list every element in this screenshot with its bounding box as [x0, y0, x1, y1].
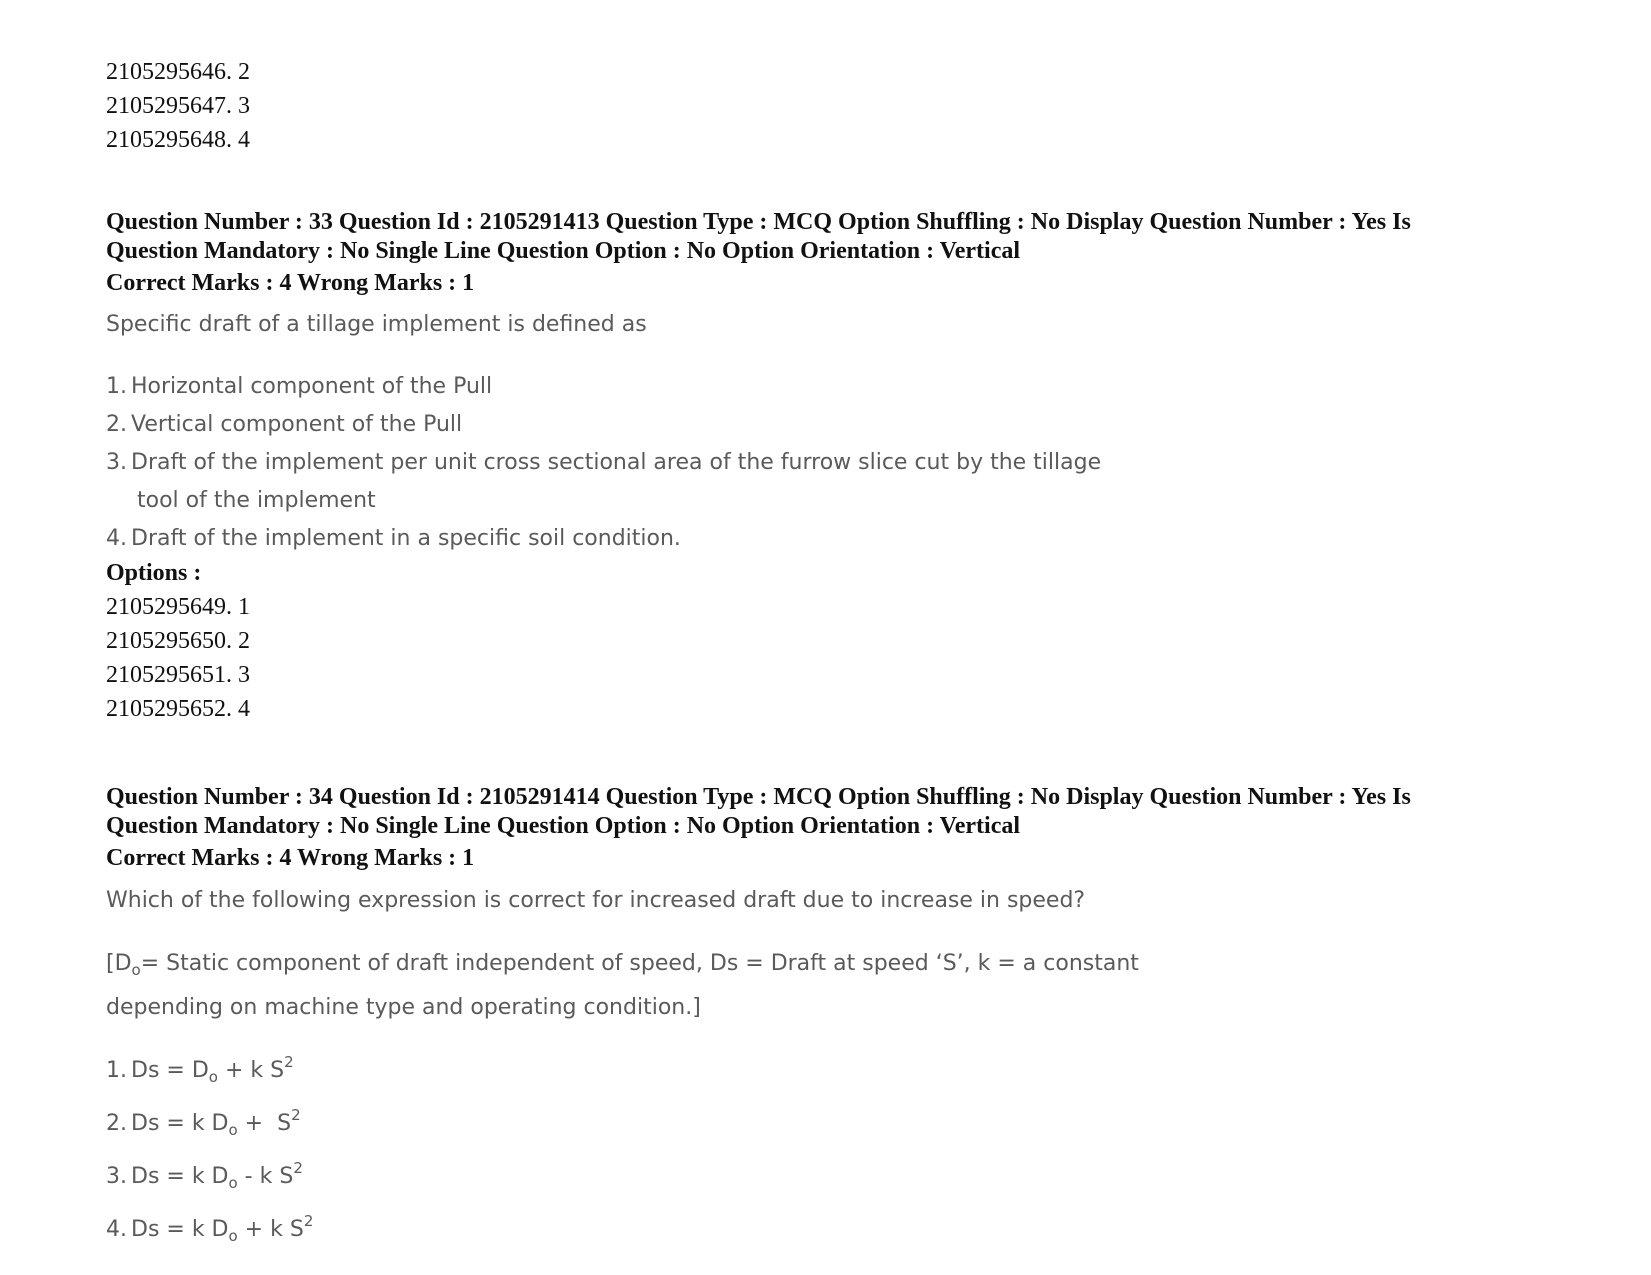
option-id: 2105295652.: [106, 696, 232, 722]
question-meta-line-2: Question Mandatory : No Single Line Question Option : No Option Orientation : Vertical: [106, 813, 1021, 839]
question-meta-line-1: Question Number : 33 Question Id : 2105291413 Question Type : MCQ Option Shuffling : No Display Question Number : Yes Is: [106, 209, 1411, 235]
option-id: 2105295651.: [106, 662, 232, 688]
choice-number: 3.: [106, 1164, 127, 1189]
superscript: 2: [293, 1159, 303, 1177]
superscript: 2: [303, 1212, 314, 1230]
choice-number: 1.: [106, 374, 127, 399]
choice-item: [106, 1149, 1556, 1202]
choice-number: 4.: [106, 526, 127, 551]
formula-part: - k S: [237, 1164, 294, 1189]
option-id: 2105295648.: [106, 127, 232, 153]
option-value: 2: [238, 59, 250, 85]
subscript: o: [131, 961, 141, 979]
subscript: o: [208, 1068, 218, 1086]
choice-number: 3.: [106, 450, 127, 475]
choice-continuation: tool of the implement: [137, 488, 376, 513]
question-34: [106, 783, 1556, 873]
note-bracket: [D: [106, 951, 132, 976]
formula-part: + S: [237, 1111, 292, 1136]
question-meta-line-2: Question Mandatory : No Single Line Question Option : No Option Orientation : Vertical: [106, 238, 1021, 264]
option-value: 4: [238, 127, 250, 153]
choice-text: Draft of the implement per unit cross sectional area of the furrow slice cut by the tillage: [131, 450, 1102, 475]
choice-item: [106, 1096, 1556, 1149]
note-line-1: [106, 945, 1556, 989]
choice-number: 1.: [106, 1058, 127, 1083]
choice-item: [106, 1202, 1556, 1255]
choice-number: 2.: [106, 412, 127, 437]
formula-part: + k S: [237, 1217, 304, 1242]
question-33-choices: [106, 368, 1556, 558]
option-value: 2: [238, 628, 250, 654]
question-34-choices: [106, 1043, 1556, 1255]
superscript: 2: [284, 1053, 294, 1071]
option-id: 2105295646.: [106, 59, 232, 85]
option-value: 3: [238, 93, 250, 119]
subscript: o: [228, 1174, 238, 1192]
option-value: 3: [238, 662, 250, 688]
option-value: 4: [238, 696, 250, 722]
option-line: [106, 123, 1556, 157]
question-34-note: [106, 945, 1556, 1027]
option-id: 2105295649.: [106, 594, 232, 620]
option-line: [106, 624, 1556, 658]
choice-item: [106, 444, 1556, 482]
note-line-2: depending on machine type and operating condition.]: [106, 995, 701, 1020]
choice-item: [106, 1043, 1556, 1096]
formula-part: Ds = k D: [131, 1217, 229, 1242]
choice-number: 4.: [106, 1217, 127, 1242]
option-id: 2105295647.: [106, 93, 232, 119]
question-33: [106, 208, 1556, 298]
option-line: [106, 55, 1556, 89]
superscript: 2: [291, 1106, 301, 1124]
option-line: [106, 590, 1556, 624]
choice-number: 2.: [106, 1111, 127, 1136]
subscript: o: [228, 1227, 238, 1245]
question-33-text: Specific draft of a tillage implement is defined as: [106, 312, 647, 337]
question-marks: Correct Marks : 4 Wrong Marks : 1: [106, 270, 475, 296]
option-value: 1: [238, 594, 250, 620]
formula-part: Ds = D: [131, 1058, 209, 1083]
choice-item: [106, 406, 1556, 444]
formula-part: Ds = k D: [131, 1111, 229, 1136]
option-line: [106, 658, 1556, 692]
question-33-options: [106, 556, 1556, 726]
choice-text: Vertical component of the Pull: [131, 412, 463, 437]
choice-item: [106, 368, 1556, 406]
option-line: [106, 89, 1556, 123]
options-label: Options :: [106, 560, 202, 586]
option-id: 2105295650.: [106, 628, 232, 654]
question-marks: Correct Marks : 4 Wrong Marks : 1: [106, 845, 475, 871]
choice-item: [106, 520, 1556, 558]
formula-part: Ds = k D: [131, 1164, 229, 1189]
question-meta-line-1: Question Number : 34 Question Id : 2105291414 Question Type : MCQ Option Shuffling : No Display Question Number : Yes Is: [106, 784, 1411, 810]
option-line: [106, 692, 1556, 726]
formula-part: + k S: [217, 1058, 285, 1083]
note-text: = Static component of draft independent of speed, Ds = Draft at speed ‘S’, k = a constant: [140, 951, 1139, 976]
previous-options-list: [106, 55, 1556, 157]
question-34-text: Which of the following expression is correct for increased draft due to increase in speed?: [106, 888, 1086, 913]
subscript: o: [228, 1121, 238, 1139]
choice-text: Draft of the implement in a specific soil condition.: [131, 526, 681, 551]
choice-text: Horizontal component of the Pull: [131, 374, 493, 399]
